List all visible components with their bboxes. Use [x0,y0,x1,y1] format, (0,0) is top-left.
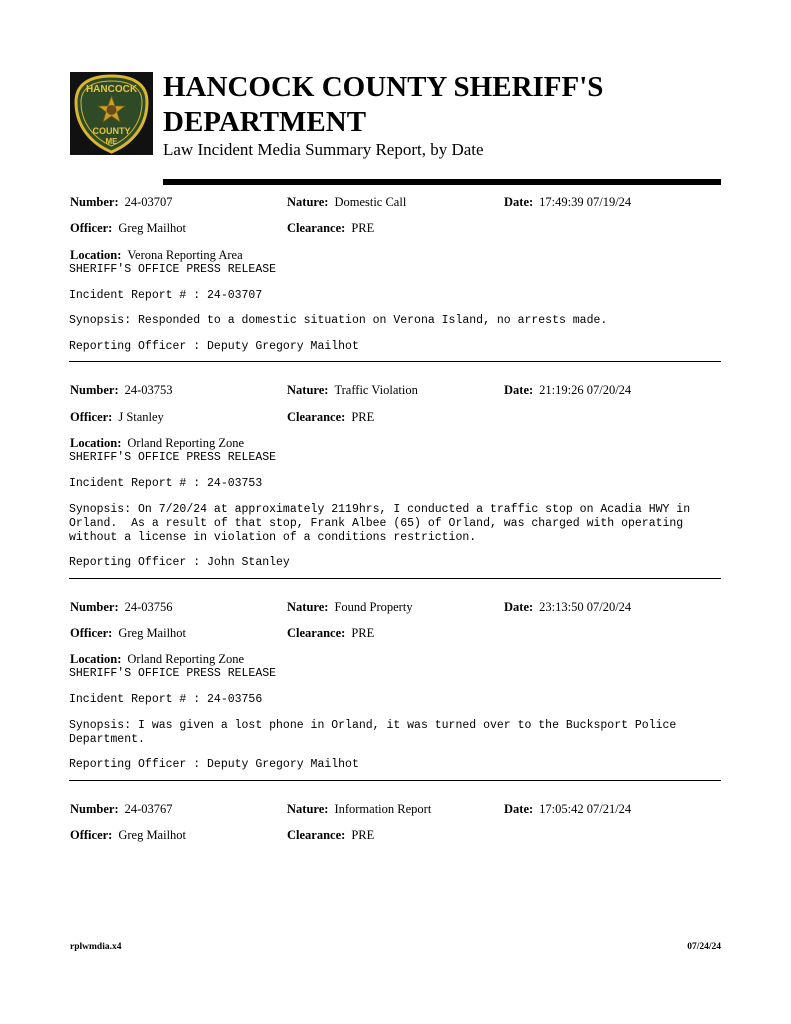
incident-date: Date: 17:05:42 07/21/24 [504,802,632,816]
reporting-officer: Reporting Officer : Deputy Gregory Mailhot [69,758,359,771]
incident-officer: Officer: Greg Mailhot [70,221,187,235]
incident-number: Number: 24-03753 [70,383,173,397]
incident-date: Date: 23:13:50 07/20/24 [504,600,632,614]
incident-clearance: Clearance: PRE [287,221,375,235]
incident-location: Location: Orland Reporting Zone [70,436,245,450]
incident-officer: Officer: Greg Mailhot [70,626,187,640]
reporting-officer: Reporting Officer : John Stanley [69,556,290,569]
incident-nature: Nature: Information Report [287,802,432,816]
incident-number: Number: 24-03707 [70,195,173,209]
incident-clearance: Clearance: PRE [287,626,375,640]
synopsis-text: Orland. As a result of that stop, Frank Albee (65) of Orland, was charged with operating [69,517,684,530]
incident-separator [69,361,721,362]
header-divider [163,179,721,185]
svg-text:COUNTY: COUNTY [92,126,131,136]
incident-separator [69,578,721,579]
incident-clearance: Clearance: PRE [287,828,375,842]
reporting-officer: Reporting Officer : Deputy Gregory Mailhot [69,340,359,353]
synopsis-text: without a license in violation of a conditions restriction. [69,531,477,544]
incident-clearance: Clearance: PRE [287,410,375,424]
incident-date: Date: 17:49:39 07/19/24 [504,195,632,209]
synopsis-text: Synopsis: On 7/20/24 at approximately 2119hrs, I conducted a traffic stop on Acadia HWY in [69,503,691,516]
svg-text:ME: ME [105,137,118,146]
incident-separator [69,780,721,781]
synopsis-text: Synopsis: Responded to a domestic situation on Verona Island, no arrests made. [69,314,608,327]
incident-location: Location: Verona Reporting Area [70,248,243,262]
footer-print-date: 07/24/24 [687,942,721,952]
incident-date: Date: 21:19:26 07/20/24 [504,383,632,397]
incident-nature: Nature: Domestic Call [287,195,407,209]
report-subtitle: Law Incident Media Summary Report, by Date [163,140,484,159]
report-title-line1: HANCOCK COUNTY SHERIFF'S [163,71,604,103]
incident-number: Number: 24-03756 [70,600,173,614]
press-release-line: SHERIFF'S OFFICE PRESS RELEASE [69,667,277,680]
incident-report-number: Incident Report # : 24-03753 [69,477,263,490]
report-title [163,70,723,140]
incident-nature: Nature: Traffic Violation [287,383,418,397]
report-title-line2: DEPARTMENT [163,106,367,138]
incident-number: Number: 24-03767 [70,802,173,816]
incident-report-number: Incident Report # : 24-03707 [69,289,263,302]
incident-report-number: Incident Report # : 24-03756 [69,693,263,706]
press-release-line: SHERIFF'S OFFICE PRESS RELEASE [69,451,277,464]
incident-officer: Officer: Greg Mailhot [70,828,187,842]
sheriff-badge-logo [70,72,153,155]
footer-report-code: rplwmdia.x4 [70,942,122,952]
press-release-line: SHERIFF'S OFFICE PRESS RELEASE [69,263,277,276]
incident-officer: Officer: J Stanley [70,410,164,424]
svg-text:HANCOCK: HANCOCK [85,84,138,95]
synopsis-text: Synopsis: I was given a lost phone in Orland, it was turned over to the Bucksport Police [69,719,677,732]
synopsis-text: Department. [69,733,145,746]
incident-nature: Nature: Found Property [287,600,413,614]
incident-location: Location: Orland Reporting Zone [70,652,245,666]
